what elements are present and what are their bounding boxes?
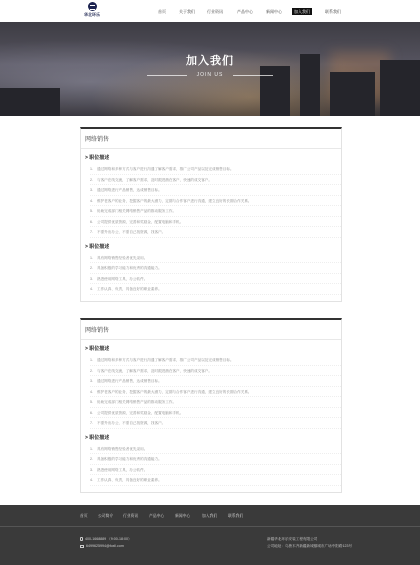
section-heading: > 职位描述: [85, 155, 110, 161]
nav-item-join[interactable]: 加入我们: [294, 9, 310, 14]
requirements-list: [81, 253, 341, 295]
requirements-list: [81, 444, 341, 486]
banner-title: 加入我们: [186, 55, 234, 67]
list-item: 1. 具有网络销售经验者优先录用。: [90, 253, 341, 264]
list-item: 6. 公司提供优质资源，完善和奖励金，配置电脑和手机。: [90, 408, 341, 419]
nav-item-industry[interactable]: 行业资讯: [207, 9, 223, 14]
divider: [233, 75, 273, 76]
list-item: 3. 熟悉使用网络工具，办公软件。: [90, 465, 341, 476]
list-item: 4. 工作认真、负责，具备良好的职业素养。: [90, 475, 341, 486]
nav-item-products[interactable]: 产品中心: [237, 9, 253, 14]
list-item: 1. 具有网络销售经验者优先录用。: [90, 444, 341, 455]
logo-text: 华北环乐: [84, 12, 100, 17]
footer-company: 新疆华北环乐安装工程有限公司: [267, 537, 318, 541]
footer-email: 6499625994@foxll.com: [80, 544, 124, 548]
nav-item-news[interactable]: 新闻中心: [266, 9, 282, 14]
list-item: 2. 与客户在线交流，了解客户需求，及时跟进潜在客户，快速的成交客户。: [90, 366, 341, 377]
job-card: [80, 318, 342, 493]
footer-link-news[interactable]: 新闻中心: [175, 514, 191, 518]
footer-link-about[interactable]: 公司简介: [98, 514, 114, 518]
phone-icon: [80, 537, 83, 541]
list-item: 4. 维护老客户的业务，挖掘客户的最大潜力，定期与合作客户进行沟通，建立良好的长期合作关系。: [90, 196, 341, 207]
footer-link-join[interactable]: 加入我们: [202, 514, 218, 518]
list-item: 2. 具备积极的学习能力和优秀的沟通能力。: [90, 454, 341, 465]
section-heading: > 职位描述: [85, 434, 110, 441]
list-item: 2. 与客户在线交流，了解客户需求，及时跟进潜在客户，快速的成交客户。: [90, 175, 341, 186]
logo[interactable]: [80, 2, 104, 20]
duties-list: [81, 164, 341, 238]
hero-banner: [0, 22, 420, 116]
list-item: 2. 具备积极的学习能力和优秀的沟通能力。: [90, 263, 341, 274]
footer-link-industry[interactable]: 行业资讯: [123, 514, 139, 518]
job-title: 网络销售: [81, 129, 341, 149]
list-item: 5. 协助完成部门相关网络销售产品的推动服务工作。: [90, 397, 341, 408]
list-item: 6. 公司提供优质资源，完善和奖励金，配置电脑和手机。: [90, 217, 341, 228]
list-item: 5. 协助完成部门相关网络销售产品的推动服务工作。: [90, 206, 341, 217]
mail-icon: [80, 545, 84, 548]
logo-icon: [88, 2, 97, 11]
nav-item-about[interactable]: 关于我们: [179, 9, 195, 14]
list-item: 1. 通过网络和多种方式与客户进行沟通了解客户需求，推广公司产品以及完成销售目标。: [90, 355, 341, 366]
nav-item-contact[interactable]: 联系我们: [325, 9, 341, 14]
site-footer: [0, 505, 420, 565]
list-item: 7. 不需外出办公，不需自己找资源，找客户。: [90, 227, 341, 238]
section-heading: > 职位描述: [85, 346, 110, 352]
footer-phone: 400-1668889 （9:00-18:00）: [80, 537, 132, 542]
list-item: 7. 不需外出办公，不需自己找资源，找客户。: [90, 418, 341, 429]
nav-item-home[interactable]: 首页: [158, 9, 166, 14]
footer-link-products[interactable]: 产品中心: [149, 514, 165, 518]
list-item: 3. 熟悉使用网络工具，办公软件。: [90, 274, 341, 285]
list-item: 4. 工作认真、负责，具备良好的职业素养。: [90, 284, 341, 295]
banner-subtitle: JOIN US: [196, 72, 224, 78]
section-heading: > 职位描述: [85, 243, 110, 250]
job-title: 网络销售: [81, 320, 341, 340]
job-card: [80, 127, 342, 302]
duties-list: [81, 355, 341, 429]
site-header: [0, 0, 420, 22]
list-item: 3. 通过网络进行产品销售，达成销售目标。: [90, 185, 341, 196]
footer-nav: [0, 505, 420, 527]
footer-address: 公司地址：乌鲁木齐新疆新城镇城市广场中阳路123号: [267, 544, 353, 548]
list-item: 1. 通过网络和多种方式与客户进行沟通了解客户需求，推广公司产品以及完成销售目标。: [90, 164, 341, 175]
footer-link-contact[interactable]: 联系我们: [228, 514, 244, 518]
footer-link-home[interactable]: 首页: [80, 514, 88, 518]
list-item: 3. 通过网络进行产品销售，达成销售目标。: [90, 376, 341, 387]
list-item: 4. 维护老客户的业务，挖掘客户的最大潜力，定期与合作客户进行沟通，建立良好的长期合作关系。: [90, 387, 341, 398]
